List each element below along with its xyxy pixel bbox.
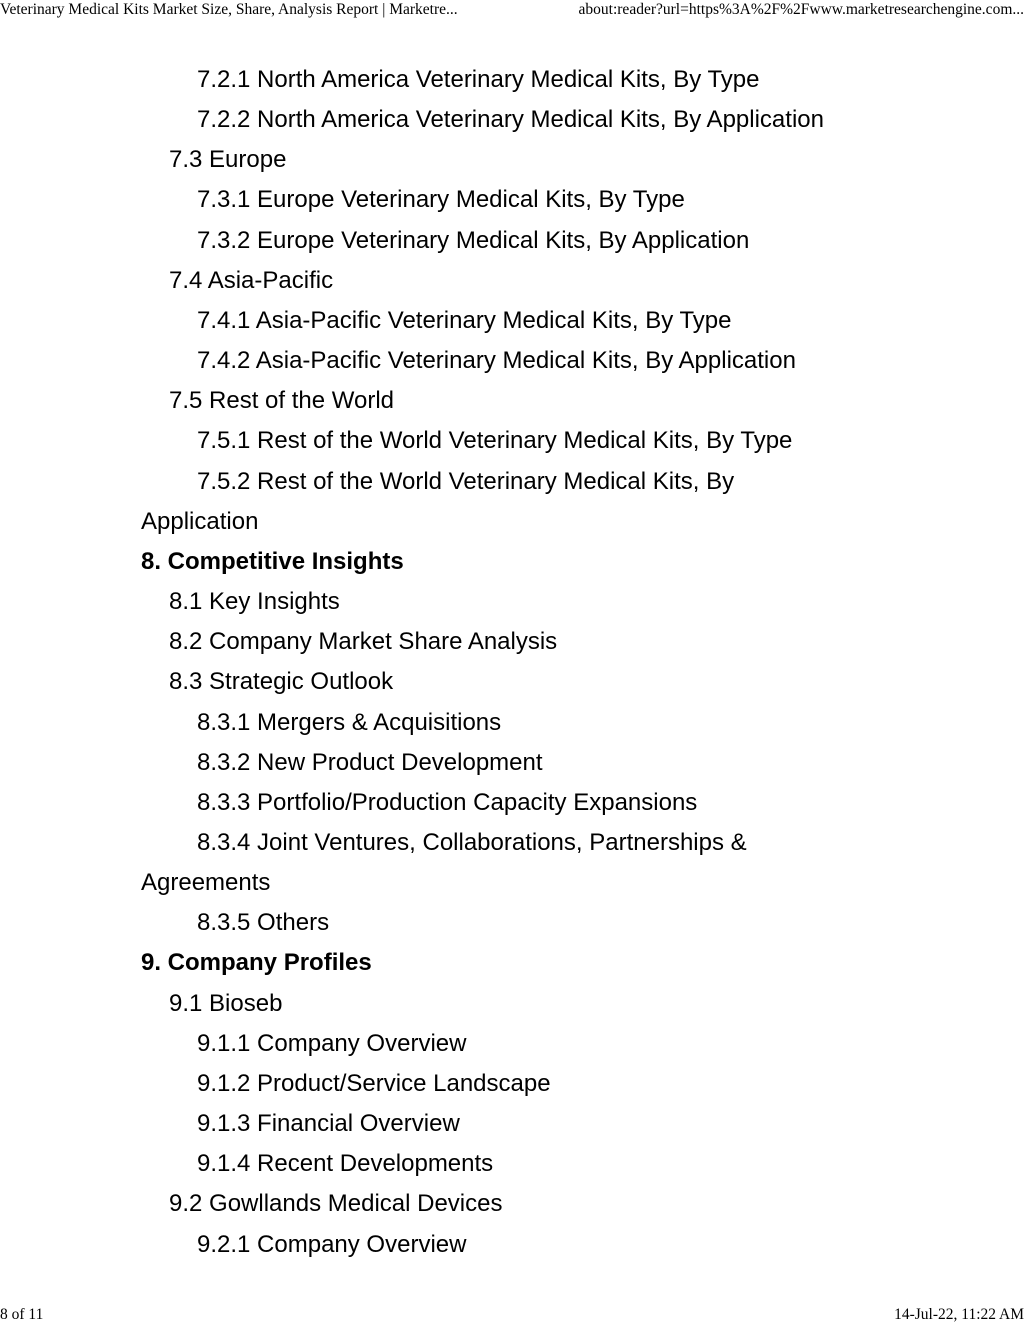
- table-of-contents: [141, 60, 881, 1265]
- toc-item-7-5-2-continued: Application: [141, 507, 259, 535]
- print-footer-datetime: 14-Jul-22, 11:22 AM: [894, 1306, 1024, 1323]
- toc-item-8-3-4: 8.3.4 Joint Ventures, Collaborations, Partnerships &: [197, 828, 747, 856]
- toc-item-7-5-1: 7.5.1 Rest of the World Veterinary Medical Kits, By Type: [197, 427, 793, 455]
- toc-item-7-2-1: 7.2.1 North America Veterinary Medical Kits, By Type: [197, 66, 760, 93]
- toc-item-7-5-2: 7.5.2 Rest of the World Veterinary Medical Kits, By: [197, 467, 735, 495]
- print-header-url: about:reader?url=https%3A%2F%2Fwww.marketresearchengine.com...: [578, 1, 1024, 18]
- toc-item-8-1: 8.1 Key Insights: [169, 588, 340, 616]
- toc-item-8-3-3: 8.3.3 Portfolio/Production Capacity Expansions: [197, 788, 698, 816]
- toc-heading-9: 9. Company Profiles: [141, 949, 372, 977]
- toc-item-7-4-1: 7.4.1 Asia-Pacific Veterinary Medical Kits, By Type: [197, 306, 732, 334]
- toc-item-7-3-1: 7.3.1 Europe Veterinary Medical Kits, By Type: [197, 186, 685, 214]
- toc-item-7-4-2: 7.4.2 Asia-Pacific Veterinary Medical Kits, By Application: [197, 347, 796, 375]
- toc-item-7-5: 7.5 Rest of the World: [169, 387, 394, 415]
- toc-item-8-2: 8.2 Company Market Share Analysis: [169, 628, 558, 656]
- toc-item-8-3-1: 8.3.1 Mergers & Acquisitions: [197, 708, 502, 736]
- print-header-page-title: Veterinary Medical Kits Market Size, Share, Analysis Report | Marketre...: [0, 1, 458, 18]
- toc-item-8-3-4-continued: Agreements: [141, 869, 271, 897]
- toc-item-7-3-2: 7.3.2 Europe Veterinary Medical Kits, By Application: [197, 226, 750, 254]
- toc-item-9-2: 9.2 Gowllands Medical Devices: [169, 1190, 503, 1218]
- toc-item-8-3: 8.3 Strategic Outlook: [169, 668, 394, 696]
- toc-heading-8: 8. Competitive Insights: [141, 547, 404, 575]
- toc-item-7-3: 7.3 Europe: [169, 146, 287, 174]
- toc-item-9-1-4: 9.1.4 Recent Developments: [197, 1150, 494, 1178]
- toc-item-9-1: 9.1 Bioseb: [169, 989, 283, 1017]
- toc-item-9-1-3: 9.1.3 Financial Overview: [197, 1110, 460, 1138]
- toc-item-9-1-2: 9.1.2 Product/Service Landscape: [197, 1069, 551, 1097]
- toc-item-8-3-2: 8.3.2 New Product Development: [197, 748, 543, 776]
- toc-item-9-1-1: 9.1.1 Company Overview: [197, 1029, 467, 1057]
- toc-item-7-2-2: 7.2.2 North America Veterinary Medical Kits, By Application: [197, 106, 824, 134]
- toc-item-9-2-1: 9.2.1 Company Overview: [197, 1230, 467, 1258]
- print-footer-page-number: 8 of 11: [0, 1306, 44, 1323]
- toc-item-8-3-5: 8.3.5 Others: [197, 909, 330, 937]
- toc-item-7-4: 7.4 Asia-Pacific: [169, 266, 334, 294]
